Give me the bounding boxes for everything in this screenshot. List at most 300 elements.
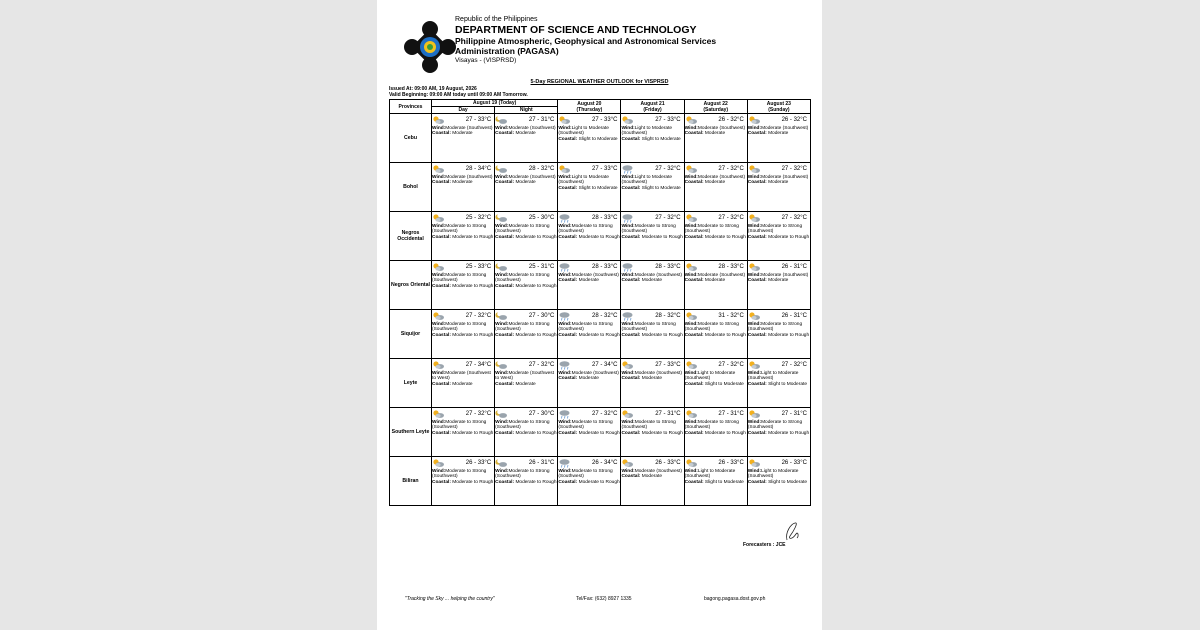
partly-cloudy-icon [621, 458, 634, 468]
wind-line: Wind:Moderate (Southwest) [684, 175, 746, 180]
coastal-line: Coastal: Slight to Moderate [684, 381, 744, 387]
partly-cloudy-icon [685, 458, 698, 468]
province-name: Siquijor [390, 310, 432, 359]
wind-line: Wind:Moderate to Strong (Southwest) [747, 224, 803, 235]
partly-cloudy-icon [432, 311, 445, 321]
wind-line: Wind:Moderate to Strong (Southwest) [684, 322, 739, 333]
forecast-cell [621, 457, 684, 506]
wind-value: Moderate (Southwest) [508, 175, 556, 180]
wind-line: Wind:Moderate (Southwest to West) [495, 371, 555, 382]
forecaster-signature [783, 520, 801, 544]
temperature-range: 26 - 33°C [718, 460, 744, 466]
coastal-value: Moderate to Rough [578, 479, 620, 485]
forecast-cell [495, 114, 558, 163]
temperature-range: 27 - 32°C [528, 362, 555, 368]
cloudy-night-icon [495, 262, 508, 272]
temperature-range: 27 - 32°C [718, 166, 744, 172]
coastal-value: Moderate [452, 131, 473, 137]
wind-line: Wind:Moderate to Strong (Southwest) [558, 322, 613, 333]
forecast-cell [558, 212, 621, 261]
province-name: Negros Occidental [390, 212, 432, 261]
wind-value: Moderate (Southwest) [571, 273, 619, 278]
rain-icon [621, 311, 634, 321]
temperature-range: 31 - 32°C [718, 313, 744, 319]
wind-value: Moderate to Strong (Southwest) [558, 469, 613, 480]
coastal-value: Slight to Moderate [768, 381, 807, 387]
rain-icon [621, 213, 634, 223]
wind-value: Moderate to Strong (Southwest) [432, 224, 487, 235]
coastal-line: Coastal: Moderate [684, 131, 726, 137]
wind-line: Wind:Light to Moderate (Southwest) [558, 175, 609, 186]
coastal-line: Coastal: Slight to Moderate [621, 185, 681, 191]
province-name: Bohol [390, 163, 432, 212]
coastal-value: Slight to Moderate [704, 381, 744, 387]
wind-value: Moderate (Southwest) [761, 175, 809, 180]
temperature-range: 27 - 32°C [718, 215, 744, 221]
wind-line: Wind:Moderate to Strong (Southwest) [432, 273, 487, 284]
wind-line: Wind:Moderate to Strong (Southwest) [495, 224, 550, 235]
coastal-line: Coastal: Moderate to Rough [684, 430, 746, 436]
coastal-value: Slight to Moderate [768, 479, 807, 485]
page-margin-left [0, 0, 377, 630]
cloudy-night-icon [495, 360, 508, 370]
temperature-range: 26 - 33°C [655, 460, 681, 466]
forecast-cell [621, 114, 684, 163]
partly-cloudy-icon [748, 360, 761, 370]
wind-line: Wind:Moderate to Strong (Southwest) [621, 322, 676, 333]
temperature-range: 26 - 31°C [781, 264, 807, 270]
partly-cloudy-icon [685, 311, 698, 321]
partly-cloudy-icon [748, 409, 761, 419]
coastal-line: Coastal: Moderate to Rough [558, 234, 620, 240]
temperature-range: 27 - 30°C [528, 313, 555, 319]
forecast-cell [621, 310, 684, 359]
coastal-value: Moderate to Rough [515, 332, 557, 338]
wind-line: Wind:Moderate to Strong (Southwest) [684, 224, 739, 235]
wind-line: Wind:Light to Moderate (Southwest) [621, 175, 673, 186]
footer-website[interactable]: bagong.pagasa.dost.gov.ph [704, 596, 766, 602]
rain-icon [558, 311, 571, 321]
coastal-value: Moderate [515, 131, 536, 137]
agency-name-line2: Administration (PAGASA) [455, 46, 559, 56]
coastal-value: Slight to Moderate [578, 185, 618, 191]
temperature-range: 27 - 32°C [655, 166, 681, 172]
wind-value: Moderate (Southwest) [445, 126, 493, 131]
wind-value: Moderate to Strong (Southwest) [558, 420, 613, 431]
wind-value: Light to Moderate (Southwest) [558, 126, 609, 137]
partly-cloudy-icon [685, 164, 698, 174]
coastal-line: Coastal: Moderate to Rough [495, 234, 557, 240]
wind-line: Wind:Moderate to Strong (Southwest) [621, 420, 676, 431]
wind-line: Wind:Moderate (Southwest to West) [432, 371, 491, 382]
wind-value: Moderate to Strong (Southwest) [684, 224, 739, 235]
wind-value: Moderate (Southwest to West) [432, 371, 491, 382]
coastal-line: Coastal: Moderate [495, 131, 536, 137]
provinces-header: Provinces [390, 100, 432, 114]
weather-outlook-table [389, 99, 811, 506]
wind-value: Moderate to Strong (Southwest) [432, 322, 487, 333]
forecast-cell [684, 261, 747, 310]
coastal-value: Moderate to Rough [452, 430, 494, 436]
cloudy-night-icon [495, 458, 508, 468]
partly-cloudy-icon [432, 409, 445, 419]
coastal-line: Coastal: Moderate [684, 278, 726, 284]
document-page [377, 0, 822, 630]
partly-cloudy-icon [685, 213, 698, 223]
coastal-line: Coastal: Moderate [495, 180, 536, 186]
forecast-cell [432, 163, 495, 212]
today-night-header: Night [495, 107, 558, 114]
wind-value: Moderate to Strong (Southwest) [495, 469, 550, 480]
table-row [390, 114, 811, 163]
rain-icon [558, 262, 571, 272]
forecast-cell [621, 261, 684, 310]
province-name: Southern Leyte [390, 408, 432, 457]
forecast-cell [495, 310, 558, 359]
forecast-cell [558, 408, 621, 457]
coastal-value: Moderate to Rough [641, 234, 683, 240]
partly-cloudy-icon [685, 115, 698, 125]
forecast-cell [621, 212, 684, 261]
wind-line: Wind:Moderate to Strong (Southwest) [432, 322, 487, 333]
coastal-value: Moderate to Rough [515, 430, 557, 436]
wind-value: Moderate to Strong (Southwest) [495, 273, 550, 284]
forecast-cell [432, 408, 495, 457]
forecast-cell [621, 359, 684, 408]
coastal-line: Coastal: Slight to Moderate [747, 479, 807, 485]
coastal-value: Moderate to Rough [578, 430, 620, 436]
wind-line: Wind:Moderate to Strong (Southwest) [432, 469, 487, 480]
wind-line: Wind:Moderate (Southwest) [621, 273, 682, 278]
coastal-value: Moderate [641, 278, 663, 284]
coastal-line: Coastal: Moderate [684, 180, 726, 186]
temperature-range: 27 - 32°C [655, 215, 681, 221]
wind-value: Moderate to Strong (Southwest) [432, 469, 487, 480]
forecast-cell [684, 457, 747, 506]
coastal-value: Moderate to Rough [452, 234, 494, 240]
document-title: 5-Day REGIONAL WEATHER OUTLOOK for VISPRSD [530, 79, 669, 85]
coastal-value: Moderate to Rough [515, 283, 557, 289]
temperature-range: 26 - 32°C [718, 117, 744, 123]
wind-value: Light to Moderate (Southwest) [684, 469, 736, 480]
province-name: Biliran [390, 457, 432, 506]
forecast-cell [558, 163, 621, 212]
temperature-range: 28 - 34°C [465, 166, 492, 172]
coastal-value: Moderate [768, 278, 789, 284]
coastal-line: Coastal: Moderate to Rough [432, 283, 494, 289]
wind-value: Moderate (Southwest) [697, 273, 746, 278]
cloudy-night-icon [495, 409, 508, 419]
province-name: Leyte [390, 359, 432, 408]
coastal-value: Moderate to Rough [641, 332, 683, 338]
wind-line: Wind:Moderate to Strong (Southwest) [558, 224, 613, 235]
forecast-cell [747, 114, 810, 163]
coastal-line: Coastal: Moderate to Rough [495, 283, 557, 289]
coastal-value: Slight to Moderate [578, 136, 618, 142]
temperature-range: 27 - 34°C [592, 362, 618, 368]
issue-info [389, 86, 528, 98]
forecast-cell [495, 261, 558, 310]
coastal-value: Moderate [452, 180, 473, 186]
coastal-value: Moderate to Rough [515, 234, 557, 240]
wind-value: Moderate (Southwest) [697, 175, 746, 180]
valid-beginning: Valid Beginning: 09:00 AM today until 09:00 AM Tomorrow. [389, 92, 528, 98]
forecast-cell [432, 261, 495, 310]
temperature-range: 27 - 31°C [781, 411, 807, 417]
table-row [390, 359, 811, 408]
table-row [390, 212, 811, 261]
partly-cloudy-icon [685, 409, 698, 419]
wind-line: Wind:Moderate to Strong (Southwest) [495, 469, 550, 480]
department-name: DEPARTMENT OF SCIENCE AND TECHNOLOGY [455, 24, 697, 36]
wind-line: Wind:Moderate (Southwest) [747, 175, 809, 180]
footer-telephone: Tel/Fax: (632) 8927 1335 [576, 596, 632, 602]
partly-cloudy-icon [748, 311, 761, 321]
wind-value: Moderate (Southwest) [697, 126, 746, 131]
temperature-range: 26 - 34°C [592, 460, 618, 466]
partly-cloudy-icon [621, 115, 634, 125]
region-line: Visayas - (VISPRSD) [455, 57, 517, 64]
agency-name-line1: Philippine Atmospheric, Geophysical and Astronomical Services [455, 36, 717, 46]
coastal-value: Slight to Moderate [641, 136, 681, 142]
wind-line: Wind:Moderate to Strong (Southwest) [747, 322, 803, 333]
coastal-line: Coastal: Moderate to Rough [558, 332, 620, 338]
temperature-range: 28 - 33°C [718, 264, 744, 270]
coastal-value: Moderate to Rough [452, 479, 494, 485]
cloudy-night-icon [495, 213, 508, 223]
forecast-cell [621, 408, 684, 457]
forecast-cell [558, 310, 621, 359]
forecasters-line: Forecasters : JCE [743, 542, 786, 548]
forecast-cell [558, 261, 621, 310]
wind-value: Moderate to Strong (Southwest) [747, 322, 803, 333]
temperature-range: 27 - 33°C [655, 117, 681, 123]
coastal-value: Moderate to Rough [768, 430, 810, 436]
temperature-range: 27 - 32°C [592, 411, 618, 417]
province-name: Negros Oriental [390, 261, 432, 310]
coastal-value: Moderate [578, 278, 599, 284]
temperature-range: 27 - 31°C [528, 117, 555, 123]
coastal-value: Moderate [641, 376, 663, 382]
wind-line: Wind:Moderate to Strong (Southwest) [558, 420, 613, 431]
forecast-cell [684, 310, 747, 359]
coastal-line: Coastal: Moderate to Rough [432, 332, 494, 338]
wind-line: Wind:Moderate (Southwest) [621, 371, 682, 376]
temperature-range: 26 - 33°C [465, 460, 492, 466]
temperature-range: 25 - 33°C [465, 264, 492, 270]
wind-line: Wind:Moderate to Strong (Southwest) [621, 224, 676, 235]
wind-line: Wind:Moderate to Strong (Southwest) [495, 322, 550, 333]
temperature-range: 28 - 33°C [592, 264, 618, 270]
wind-value: Moderate to Strong (Southwest) [747, 224, 803, 235]
coastal-line: Coastal: Moderate [558, 278, 599, 284]
province-name: Cebu [390, 114, 432, 163]
wind-value: Moderate to Strong (Southwest) [684, 322, 739, 333]
republic-line: Republic of the Philippines [455, 16, 538, 23]
coastal-line: Coastal: Moderate [621, 474, 663, 480]
wind-value: Moderate to Strong (Southwest) [495, 322, 550, 333]
coastal-value: Slight to Moderate [641, 185, 681, 191]
wind-line: Wind:Light to Moderate (Southwest) [747, 469, 799, 480]
coastal-line: Coastal: Slight to Moderate [558, 136, 618, 142]
coastal-value: Moderate [515, 381, 536, 387]
temperature-range: 27 - 32°C [465, 313, 492, 319]
wind-value: Moderate (Southwest) [445, 175, 493, 180]
wind-line: Wind:Moderate (Southwest) [495, 175, 556, 180]
temperature-range: 28 - 33°C [592, 215, 618, 221]
temperature-range: 27 - 33°C [592, 166, 618, 172]
wind-value: Moderate to Strong (Southwest) [558, 224, 613, 235]
forecast-cell [747, 359, 810, 408]
wind-line: Wind:Light to Moderate (Southwest) [684, 469, 736, 480]
forecast-cell [432, 457, 495, 506]
coastal-value: Moderate [641, 474, 663, 480]
partly-cloudy-icon [748, 262, 761, 272]
coastal-line: Coastal: Moderate [747, 278, 789, 284]
wind-value: Moderate to Strong (Southwest) [495, 224, 550, 235]
wind-line: Wind:Moderate to Strong (Southwest) [432, 420, 487, 431]
wind-line: Wind:Moderate (Southwest) [558, 273, 619, 278]
coastal-line: Coastal: Moderate [558, 376, 599, 382]
forecast-cell [747, 457, 810, 506]
coastal-line: Coastal: Moderate to Rough [621, 430, 683, 436]
wind-value: Light to Moderate (Southwest) [684, 371, 736, 382]
partly-cloudy-icon [432, 360, 445, 370]
wind-line: Wind:Light to Moderate (Southwest) [621, 126, 673, 137]
forecast-cell [558, 457, 621, 506]
partly-cloudy-icon [432, 164, 445, 174]
coastal-line: Coastal: Moderate [747, 180, 789, 186]
wind-line: Wind:Moderate to Strong (Southwest) [495, 273, 550, 284]
coastal-line: Coastal: Moderate [495, 381, 536, 387]
forecast-cell [558, 114, 621, 163]
forecast-cell [432, 212, 495, 261]
coastal-line: Coastal: Moderate to Rough [747, 234, 810, 240]
coastal-line: Coastal: Moderate [621, 376, 663, 382]
wind-value: Light to Moderate (Southwest) [621, 126, 673, 137]
wind-value: Light to Moderate (Southwest) [621, 175, 673, 186]
rain-icon [558, 409, 571, 419]
temperature-range: 26 - 31°C [528, 460, 555, 466]
wind-line: Wind:Light to Moderate (Southwest) [684, 371, 736, 382]
coastal-value: Moderate to Rough [578, 234, 620, 240]
wind-line: Wind:Moderate to Strong (Southwest) [684, 420, 739, 431]
coastal-line: Coastal: Moderate to Rough [747, 430, 810, 436]
temperature-range: 28 - 32°C [655, 313, 681, 319]
coastal-line: Coastal: Moderate to Rough [558, 479, 620, 485]
forecast-cell [495, 359, 558, 408]
partly-cloudy-icon [621, 360, 634, 370]
wind-value: Moderate to Strong (Southwest) [558, 322, 613, 333]
temperature-range: 27 - 33°C [655, 362, 681, 368]
coastal-line: Coastal: Moderate to Rough [432, 479, 494, 485]
forecast-cell [495, 163, 558, 212]
today-header: August 19 (Today) [432, 100, 558, 107]
coastal-line: Coastal: Moderate to Rough [621, 332, 683, 338]
wind-value: Moderate (Southwest) [634, 371, 682, 376]
forecast-cell [747, 212, 810, 261]
forecast-cell [684, 114, 747, 163]
coastal-line: Coastal: Moderate to Rough [684, 332, 746, 338]
coastal-value: Moderate [704, 278, 726, 284]
wind-value: Moderate to Strong (Southwest) [495, 420, 550, 431]
wind-value: Moderate to Strong (Southwest) [747, 420, 803, 431]
page-margin-right [822, 0, 1200, 630]
wind-line: Wind:Moderate to Strong (Southwest) [432, 224, 487, 235]
wind-value: Moderate (Southwest) [634, 469, 682, 474]
wind-value: Moderate to Strong (Southwest) [621, 224, 676, 235]
wind-value: Moderate to Strong (Southwest) [432, 420, 487, 431]
wind-line: Wind:Moderate (Southwest) [432, 175, 493, 180]
coastal-line: Coastal: Moderate [432, 381, 473, 387]
wind-line: Wind:Moderate (Southwest) [621, 469, 682, 474]
rain-icon [621, 164, 634, 174]
temperature-range: 25 - 30°C [528, 215, 555, 221]
coastal-line: Coastal: Moderate to Rough [432, 430, 494, 436]
coastal-line: Coastal: Slight to Moderate [558, 185, 618, 191]
partly-cloudy-icon [558, 115, 571, 125]
coastal-line: Coastal: Moderate to Rough [495, 479, 557, 485]
partly-cloudy-icon [558, 164, 571, 174]
partly-cloudy-icon [685, 262, 698, 272]
day-header: August 22 (Saturday) [684, 100, 747, 114]
wind-line: Wind:Moderate to Strong (Southwest) [558, 469, 613, 480]
forecast-cell [684, 408, 747, 457]
letterhead [403, 14, 813, 74]
coastal-value: Moderate to Rough [768, 332, 810, 338]
day-header: August 21 (Friday) [621, 100, 684, 114]
cloudy-night-icon [495, 115, 508, 125]
temperature-range: 28 - 32°C [592, 313, 618, 319]
forecast-cell [747, 163, 810, 212]
wind-value: Moderate (Southwest) [634, 273, 682, 278]
day-header: August 23 (Sunday) [747, 100, 810, 114]
coastal-line: Coastal: Moderate to Rough [684, 234, 746, 240]
temperature-range: 26 - 32°C [781, 117, 807, 123]
wind-value: Light to Moderate (Southwest) [747, 469, 799, 480]
forecast-cell [432, 359, 495, 408]
table-row [390, 163, 811, 212]
wind-value: Moderate to Strong (Southwest) [684, 420, 739, 431]
coastal-line: Coastal: Moderate to Rough [432, 234, 494, 240]
temperature-range: 26 - 31°C [781, 313, 807, 319]
coastal-line: Coastal: Moderate [747, 131, 789, 137]
coastal-value: Slight to Moderate [704, 479, 744, 485]
temperature-range: 27 - 33°C [465, 117, 492, 123]
partly-cloudy-icon [432, 262, 445, 272]
rain-icon [558, 213, 571, 223]
forecast-cell [432, 310, 495, 359]
table-row [390, 457, 811, 506]
temperature-range: 27 - 32°C [718, 362, 744, 368]
footer-tagline: "Tracking the Sky ... helping the country" [405, 596, 495, 602]
temperature-range: 25 - 31°C [528, 264, 555, 270]
wind-line: Wind:Moderate to Strong (Southwest) [747, 420, 803, 431]
coastal-line: Coastal: Moderate [432, 131, 473, 137]
temperature-range: 27 - 33°C [592, 117, 618, 123]
coastal-value: Moderate [768, 131, 789, 137]
wind-value: Moderate (Southwest) [761, 273, 809, 278]
wind-value: Moderate to Strong (Southwest) [621, 420, 676, 431]
temperature-range: 27 - 32°C [781, 362, 807, 368]
coastal-line: Coastal: Slight to Moderate [621, 136, 681, 142]
coastal-value: Moderate to Rough [641, 430, 683, 436]
coastal-value: Moderate to Rough [515, 479, 557, 485]
coastal-line: Coastal: Moderate to Rough [495, 332, 557, 338]
wind-line: Wind:Light to Moderate (Southwest) [747, 371, 799, 382]
temperature-range: 27 - 32°C [781, 166, 807, 172]
coastal-value: Moderate to Rough [578, 332, 620, 338]
